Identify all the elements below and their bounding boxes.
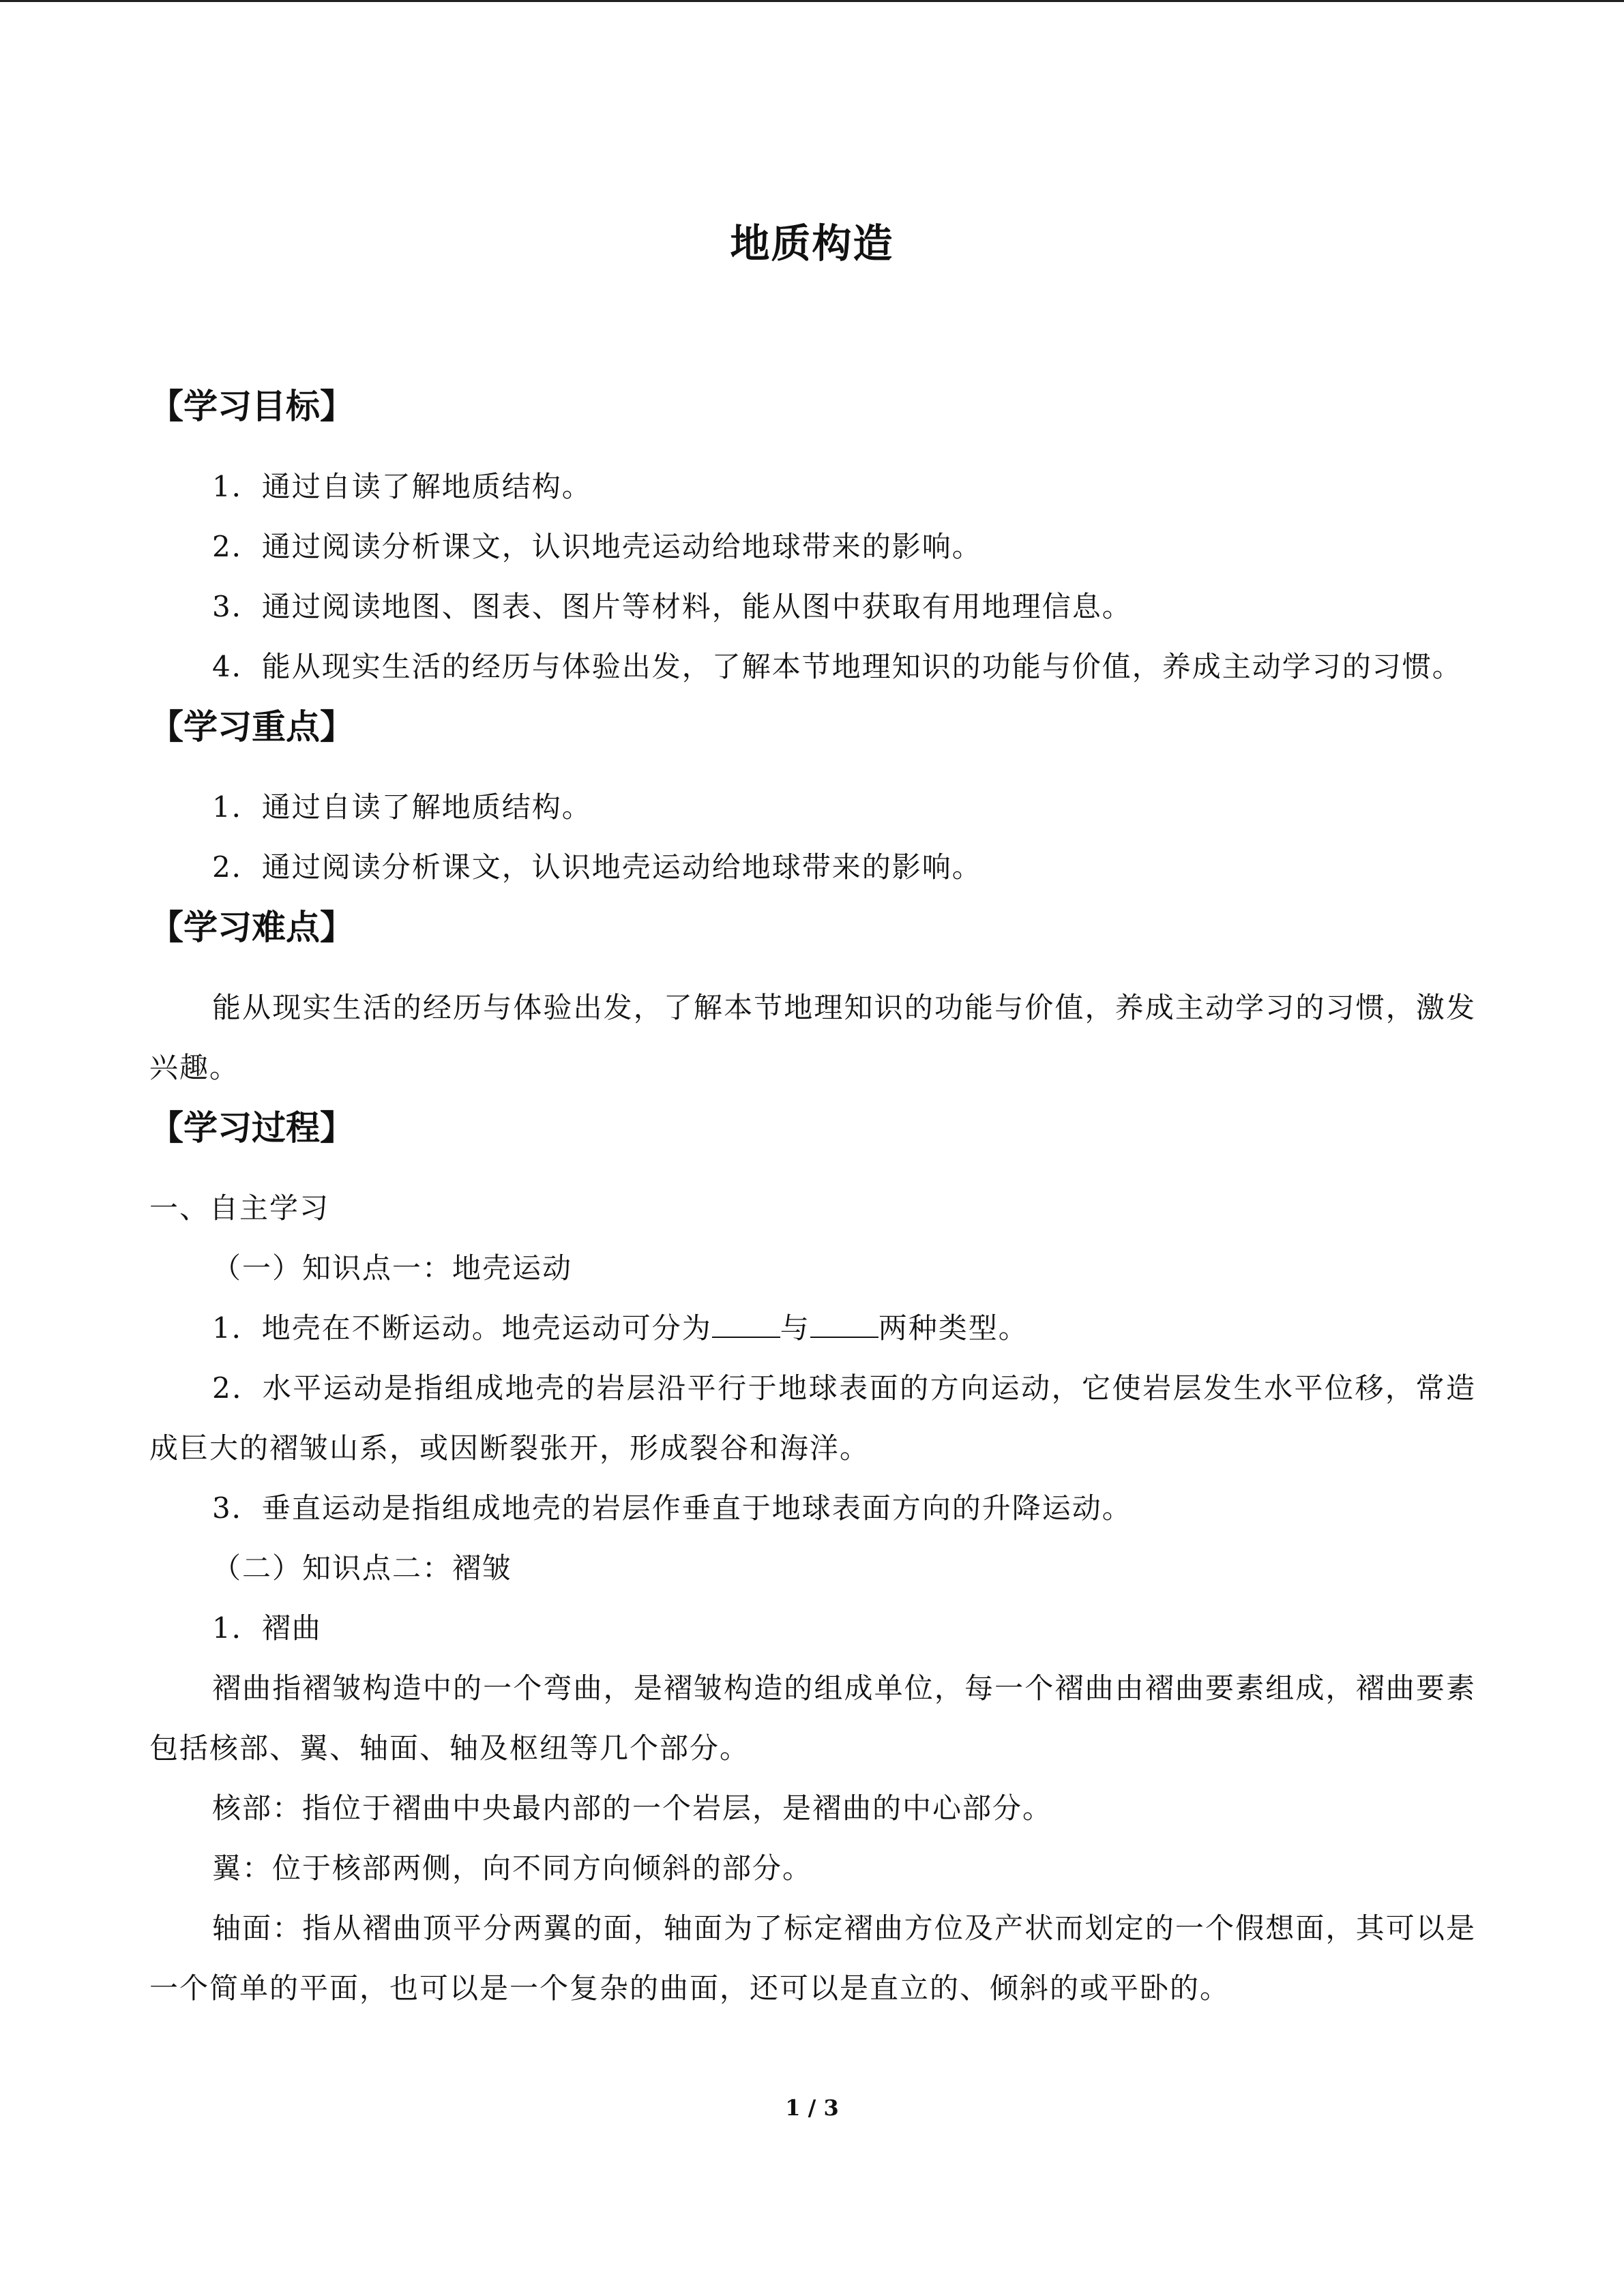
kp1-item-1-text-c: 两种类型。	[878, 1311, 1029, 1345]
part1-title: 一、自主学习	[149, 1191, 330, 1225]
key-point-item-1: 1．通过自读了解地质结构。	[212, 790, 592, 824]
kp1-item-1-text-b: 与	[780, 1311, 810, 1345]
page-number: 1 / 3	[785, 2095, 839, 2121]
kp2-paragraph-4: 轴面：指从褶曲顶平分两翼的面，轴面为了标定褶曲方位及产状而划定的一个假想面，其可以是一个简单的平面，也可以是一个复杂的曲面，还可以是直立的、倾斜的或平卧的。	[149, 1911, 1476, 2005]
section-heading-key-points: 【学习重点】	[149, 707, 354, 747]
knowledge-point-2-title: （二）知识点二：褶皱	[212, 1551, 513, 1585]
section-heading-difficulties: 【学习难点】	[149, 908, 354, 947]
kp1-item-1-text-a: 1．地壳在不断运动。地壳运动可分为	[212, 1311, 712, 1345]
top-border-line	[0, 0, 1624, 2]
kp2-subheading-1: 1．褶曲	[212, 1611, 322, 1645]
kp2-paragraph-1: 褶曲指褶皱构造中的一个弯曲，是褶皱构造的组成单位，每一个褶曲由褶曲要素组成，褶曲要素包括核部、翼、轴面、轴及枢纽等几个部分。	[149, 1671, 1476, 1765]
kp1-item-2: 2．水平运动是指组成地壳的岩层沿平行于地球表面的方向运动，它使岩层发生水平位移，常造成巨大的褶皱山系，或因断裂张开，形成裂谷和海洋。	[149, 1371, 1476, 1465]
kp1-item-1	[149, 1298, 1476, 1358]
document-body	[149, 382, 1476, 2018]
fill-blank-2[interactable]	[810, 1309, 879, 1338]
section-heading-process: 【学习过程】	[149, 1108, 354, 1148]
kp2-paragraph-2: 核部：指位于褶曲中央最内部的一个岩层，是褶曲的中心部分。	[212, 1791, 1053, 1825]
goal-item-4: 4．能从现实生活的经历与体验出发，了解本节地理知识的功能与价值，养成主动学习的习惯。	[212, 650, 1462, 683]
kp2-paragraph-3: 翼：位于核部两侧，向不同方向倾斜的部分。	[212, 1851, 813, 1885]
fill-blank-1[interactable]	[712, 1309, 780, 1338]
difficulty-text: 能从现实生活的经历与体验出发，了解本节地理知识的功能与价值，养成主动学习的习惯，激发兴趣。	[149, 991, 1476, 1084]
page-title: 地质构造	[730, 220, 894, 267]
goal-item-3: 3．通过阅读地图、图表、图片等材料，能从图中获取有用地理信息。	[212, 590, 1132, 623]
kp1-item-3: 3．垂直运动是指组成地壳的岩层作垂直于地球表面方向的升降运动。	[212, 1491, 1132, 1525]
goal-item-1: 1．通过自读了解地质结构。	[212, 470, 592, 503]
knowledge-point-1-title: （一）知识点一：地壳运动	[212, 1251, 573, 1285]
section-heading-goals: 【学习目标】	[149, 387, 354, 426]
key-point-item-2: 2．通过阅读分析课文，认识地壳运动给地球带来的影响。	[212, 850, 982, 884]
goal-item-2: 2．通过阅读分析课文，认识地壳运动给地球带来的影响。	[212, 530, 982, 563]
